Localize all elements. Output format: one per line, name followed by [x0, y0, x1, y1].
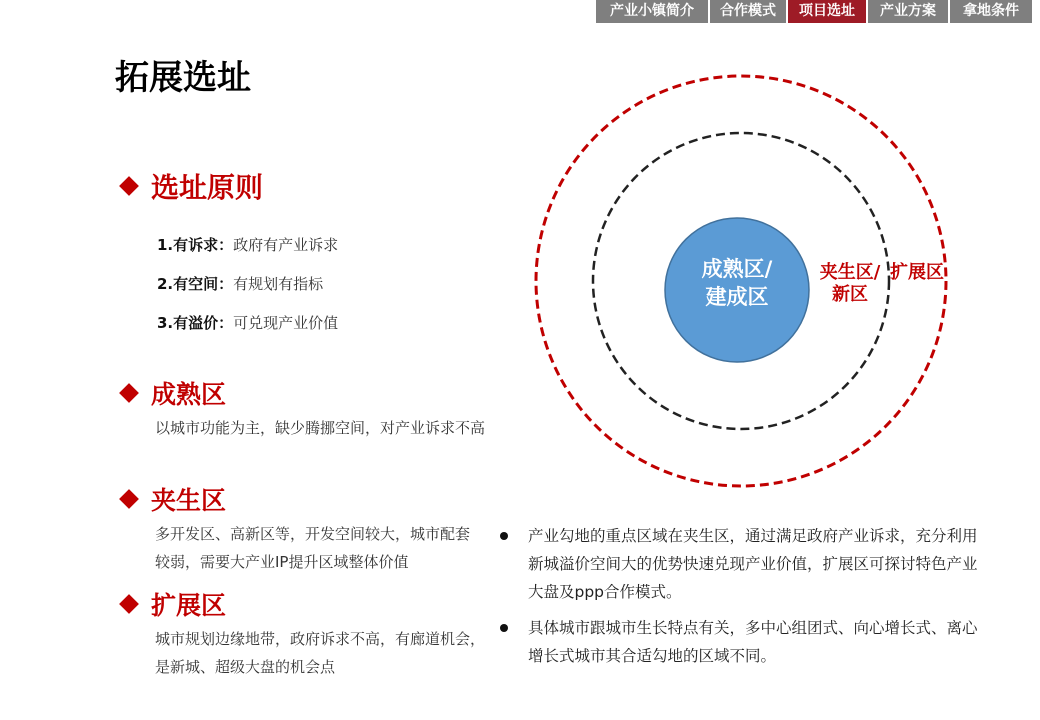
outer-label: 扩展区 — [890, 262, 944, 283]
heading-text: 夹生区 — [151, 486, 227, 515]
heading-text: 扩展区 — [151, 591, 227, 620]
tab-site-selection[interactable]: 项目选址 — [788, 0, 866, 23]
middle-label — [814, 262, 886, 306]
bullet-icon — [500, 624, 508, 632]
core-label-2: 建成区 — [705, 285, 769, 309]
heading-text: 选址原则 — [151, 171, 264, 204]
principle-value: 可兑现产业价值 — [233, 314, 339, 332]
middle-label-1: 夹生区/ — [819, 262, 881, 283]
zone-text-mature: 以城市功能为主，缺少腾挪空间，对产业诉求不高 — [155, 419, 486, 437]
heading-text: 成熟区 — [151, 380, 227, 409]
page-title: 拓展选址 — [115, 58, 251, 98]
middle-label-2: 新区 — [832, 284, 868, 305]
zone-text-expansion: 城市规划边缘地带，政府诉求不高，有廊道机会，是新城、超级大盘的机会点 — [155, 630, 486, 676]
principle-value: 政府有产业诉求 — [233, 236, 339, 254]
principle-key: 1.有诉求： — [157, 236, 234, 254]
bullet-icon — [500, 532, 508, 540]
core-label — [687, 255, 787, 311]
bullet-text: 产业勾地的重点区域在夹生区，通过满足政府产业诉求，充分利用新城溢价空间大的优势快速兑现产业价值，扩展区可探讨特色产业大盘及ppp合作模式。 — [528, 527, 978, 601]
bullet-item — [500, 614, 978, 670]
principle-key: 3.有溢价： — [157, 314, 234, 332]
zone-text-middle: 多开发区、高新区等，开发空间较大，城市配套较弱，需要大产业IP提升区域整体价值 — [155, 525, 471, 571]
bullet-item — [500, 522, 978, 606]
tab-cooperation[interactable]: 合作模式 — [710, 0, 786, 23]
tab-town-intro[interactable]: 产业小镇简介 — [596, 0, 708, 23]
core-label-1: 成熟区/ — [701, 257, 773, 281]
tab-industry-plan[interactable]: 产业方案 — [868, 0, 948, 23]
principle-value: 有规划有指标 — [233, 275, 324, 293]
tab-land-conditions[interactable]: 拿地条件 — [950, 0, 1032, 23]
principle-key: 2.有空间： — [157, 275, 234, 293]
bullet-text: 具体城市跟城市生长特点有关，多中心组团式、向心增长式、离心增长式城市其合适勾地的区域不同。 — [528, 619, 978, 665]
